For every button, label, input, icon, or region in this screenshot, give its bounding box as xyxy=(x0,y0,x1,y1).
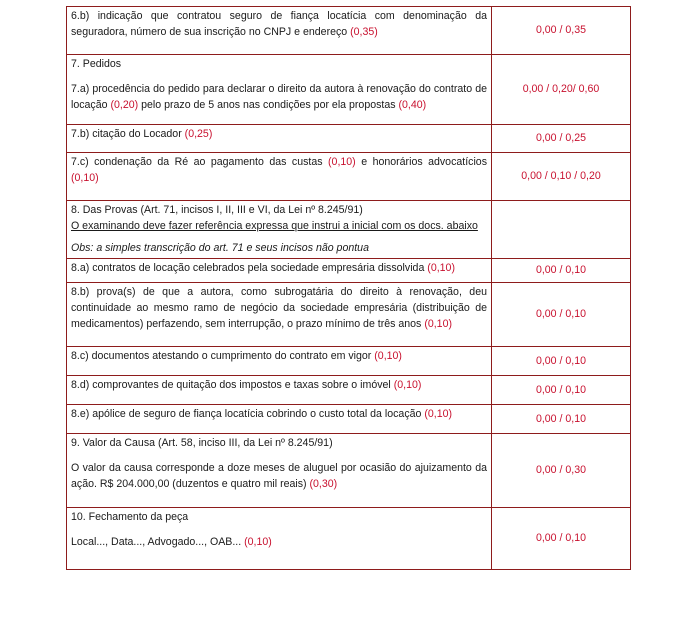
points-label: (0,10) xyxy=(427,262,455,274)
score-cell: 0,00 / 0,20/ 0,60 xyxy=(492,55,631,125)
criterion-text: Local..., Data..., Advogado..., OAB... xyxy=(71,536,242,548)
table-row xyxy=(67,347,631,376)
criterion-cell xyxy=(67,376,492,405)
score-cell: 0,00 / 0,25 xyxy=(492,125,631,153)
criterion-text: 7.b) citação do Locador xyxy=(71,128,182,140)
points-label: (0,10) xyxy=(393,379,422,391)
points-label: (0,40) xyxy=(398,99,427,111)
score-cell: 0,00 / 0,10 / 0,20 xyxy=(492,153,631,201)
criterion-text: 8.b) prova(s) de que a autora, como subrogatária do direito à renovação, deu continuidade ao mesmo ramo de negócio da sociedade empresária (distribuição de medicamentos) perfazendo, sem interrupção, o prazo mínimo de três anos xyxy=(71,286,487,330)
points-label: (0,35) xyxy=(350,26,378,38)
table-row xyxy=(67,434,631,508)
criterion-cell xyxy=(67,434,492,508)
table-row xyxy=(67,55,631,125)
criterion-text: O valor da causa corresponde a doze meses de aluguel por ocasião do ajuizamento da ação. R$ 204.000,00 (duzentos e quatro mil reais) xyxy=(71,462,487,490)
table-row xyxy=(67,376,631,405)
criterion-text: 8.e) apólice de seguro de fiança locatícia cobrindo o custo total da locação xyxy=(71,408,422,420)
criterion-text: 7.c) condenação da Ré ao pagamento das custas xyxy=(71,156,323,168)
criterion-cell xyxy=(67,55,492,125)
points-label: (0,10) xyxy=(424,318,452,330)
criterion-text: e honorários advocatícios xyxy=(361,156,487,168)
scoring-table xyxy=(66,6,631,570)
score-cell: 0,00 / 0,10 xyxy=(492,283,631,347)
score-cell: 0,00 / 0,10 xyxy=(492,259,631,283)
section-heading: 10. Fechamento da peça xyxy=(71,511,189,523)
instruction-note: O examinando deve fazer referência expressa que instrui a inicial com os docs. abaixo xyxy=(71,220,478,232)
points-label: (0,10) xyxy=(424,408,453,420)
score-cell: 0,00 / 0,10 xyxy=(492,347,631,376)
criterion-cell xyxy=(67,7,492,55)
score-cell xyxy=(492,201,631,259)
points-label: (0,10) xyxy=(71,172,99,184)
criterion-cell xyxy=(67,125,492,153)
criterion-cell xyxy=(67,283,492,347)
criterion-cell xyxy=(67,508,492,570)
points-label: (0,25) xyxy=(184,128,213,140)
table-row xyxy=(67,153,631,201)
criterion-text: 8.a) contratos de locação celebrados pela sociedade empresária dissolvida xyxy=(71,262,425,274)
criterion-cell xyxy=(67,405,492,434)
section-heading: 7. Pedidos xyxy=(71,58,122,70)
observation-note: Obs: a simples transcrição do art. 71 e seus incisos não pontua xyxy=(71,242,369,254)
score-cell: 0,00 / 0,10 xyxy=(492,376,631,405)
table-row xyxy=(67,201,631,259)
criterion-cell xyxy=(67,259,492,283)
table-row xyxy=(67,259,631,283)
section-heading: 8. Das Provas (Art. 71, incisos I, II, III e VI, da Lei nº 8.245/91) xyxy=(71,204,363,216)
points-label: (0,10) xyxy=(374,350,402,362)
table-row xyxy=(67,405,631,434)
table-row xyxy=(67,283,631,347)
points-label: (0,30) xyxy=(309,478,338,490)
table-row xyxy=(67,7,631,55)
criterion-cell xyxy=(67,153,492,201)
criterion-text: 8.d) comprovantes de quitação dos impostos e taxas sobre o imóvel xyxy=(71,379,391,391)
table-row xyxy=(67,508,631,570)
criterion-cell xyxy=(67,201,492,259)
score-cell: 0,00 / 0,35 xyxy=(492,7,631,55)
points-label: (0,10) xyxy=(328,156,356,168)
score-cell: 0,00 / 0,10 xyxy=(492,405,631,434)
criterion-text: 6.b) indicação que contratou seguro de fiança locatícia com denominação da seguradora, número de sua inscrição no CNPJ e endereço xyxy=(71,10,487,38)
criterion-cell xyxy=(67,347,492,376)
points-label: (0,20) xyxy=(110,99,139,111)
section-heading: 9. Valor da Causa (Art. 58, inciso III, da Lei nº 8.245/91) xyxy=(71,437,333,449)
table-row xyxy=(67,125,631,153)
criterion-text: 7.a) procedência do pedido para declarar o direito da autora à renovação do contrato de locação xyxy=(71,83,487,111)
score-cell: 0,00 / 0,10 xyxy=(492,508,631,570)
points-label: (0,10) xyxy=(244,536,272,548)
score-cell: 0,00 / 0,30 xyxy=(492,434,631,508)
criterion-text: 8.c) documentos atestando o cumprimento do contrato em vigor xyxy=(71,350,372,362)
criterion-text: pelo prazo de 5 anos nas condições por ela propostas xyxy=(141,99,396,111)
